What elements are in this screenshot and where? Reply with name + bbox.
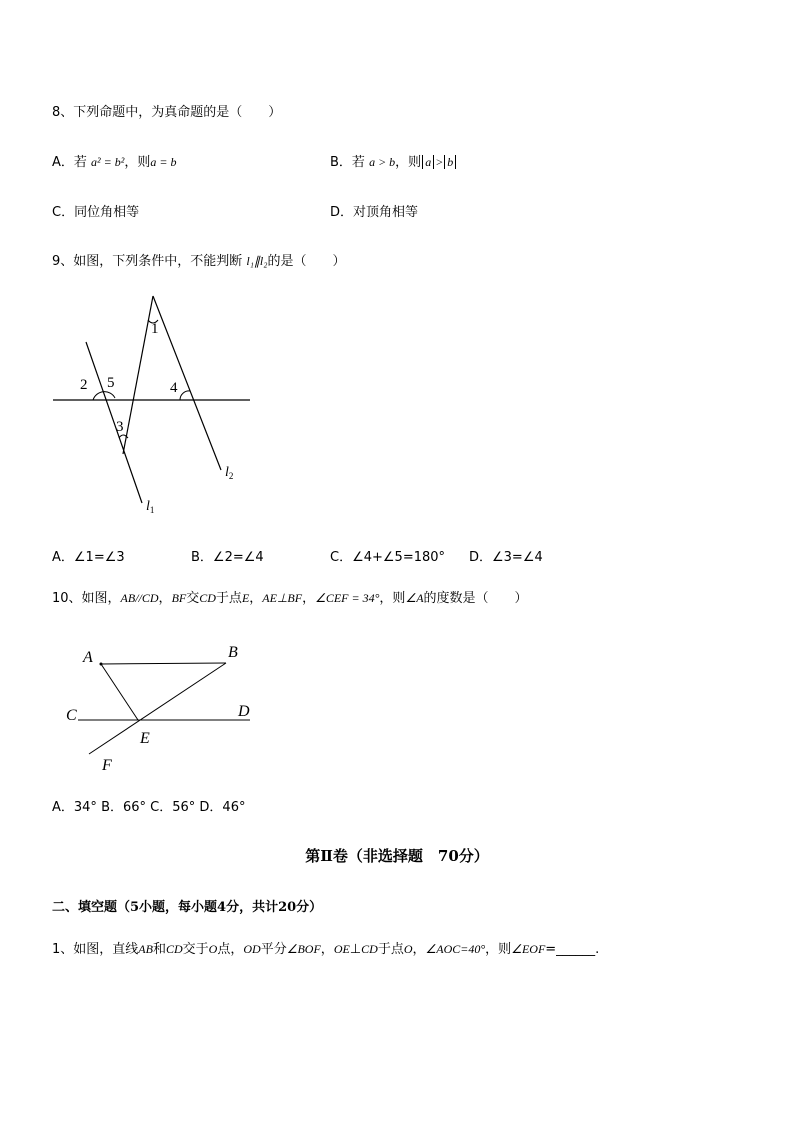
q10-e: E [241, 591, 250, 605]
q9-label-l1 [146, 499, 154, 515]
fill-q1-t10: ，则 [485, 942, 512, 957]
q10-figure [60, 640, 270, 780]
fill-q1-t9: ， [412, 942, 426, 957]
q8-option-b-abs-a: a [422, 155, 434, 169]
q10-angle-a: ∠A [405, 591, 424, 605]
fill-q1-t8: 于点 [377, 942, 404, 957]
fill-q1-t1: 1、如图，直线 [52, 942, 139, 957]
q10-stem-1: 10、如图， [52, 591, 121, 606]
fill-q1-t4: 点， [217, 942, 244, 957]
q8-option-b-abs-b: b [444, 155, 456, 169]
q9-label-l1-main: l [146, 499, 150, 514]
fill-q1-t2: 和 [152, 942, 166, 957]
q10-stem-2: ， [158, 591, 172, 606]
fill-q1-answer-blank[interactable]: =______. [545, 942, 600, 957]
fill-q1-cd2: CD [361, 942, 378, 956]
q9-figure [50, 290, 260, 520]
fill-q1-t5: 平分 [260, 942, 287, 957]
fill-q1-stem [52, 938, 599, 957]
fill-q1-od: OD [243, 942, 261, 956]
q9-label-angle4: 4 [170, 380, 178, 396]
fill-q1-o: O [208, 942, 218, 956]
q9-line-l2 [153, 296, 221, 470]
q9-label-angle3: 3 [116, 419, 124, 435]
q9-label-l2 [225, 465, 233, 481]
q8-option-a [52, 151, 176, 170]
q10-label-f: F [102, 757, 112, 774]
part2-title: 第Ⅱ卷（非选择题 70分） [305, 847, 489, 865]
q8-option-a-conclusion: a = b [150, 155, 177, 169]
q8-stem: 8、下列命题中，为真命题的是（ ） [52, 105, 282, 120]
fill-q1-ab: AB [138, 942, 153, 956]
q10-stem-4: 于点 [215, 591, 242, 606]
q10-label-a: A [83, 649, 93, 666]
fill-q1-oe: OE [333, 942, 350, 956]
q9-option-c: C．∠4+∠5=180° [330, 550, 446, 565]
q9-option-a: A．∠1=∠3 [52, 550, 125, 565]
q8-option-a-condition: a² = b² [91, 155, 125, 169]
q8-option-b-mid: ，则 [395, 155, 422, 170]
fill-q1-o2: O [403, 942, 413, 956]
q8-option-b-prefix: B．若 [330, 155, 365, 170]
fill-q1-aoc: ∠AOC=40° [425, 942, 486, 956]
q10-ab-parallel-cd: AB//CD [120, 591, 159, 605]
fill-q1-cd: CD [165, 942, 183, 956]
q10-line-ab [101, 663, 226, 664]
q10-stem-7: ，则 [379, 591, 406, 606]
q8-option-a-prefix: A．若 [52, 155, 87, 170]
q9-stem-post: 的是（ ） [267, 254, 346, 269]
q10-stem-8: 的度数是（ ） [423, 591, 528, 606]
q9-label-l1-sub: 1 [149, 505, 155, 515]
q10-point-a [100, 663, 103, 666]
q9-label-l2-sub: 2 [228, 471, 234, 481]
q9-stem-math: l₁∥l₂ [246, 254, 268, 268]
q10-label-d: D [238, 703, 250, 720]
q10-angle-cef: ∠CEF = 34° [315, 591, 380, 605]
q8-option-b-condition: a > b [369, 155, 396, 169]
q10-stem-5: ， [249, 591, 263, 606]
fill-q1-t3: 交于 [182, 942, 209, 957]
q9-peak-left-line [123, 296, 153, 454]
q9-label-angle1: 1 [151, 321, 159, 337]
q10-stem [52, 587, 528, 606]
q9-option-b: B．∠2=∠4 [191, 550, 264, 565]
q8-option-d: D．对顶角相等 [330, 205, 419, 220]
q9-option-d: D．∠3=∠4 [469, 550, 543, 565]
q9-angle-arc-4 [180, 391, 190, 400]
q10-options: A．34° B．66° C．56° D．46° [52, 800, 246, 815]
q10-label-c: C [66, 707, 77, 724]
q10-label-b: B [228, 644, 238, 661]
q9-label-angle2: 2 [80, 377, 88, 393]
q10-stem-6: ， [302, 591, 316, 606]
q9-stem-pre: 9、如图，下列条件中，不能判断 [52, 254, 243, 269]
q9-label-l2-main: l [225, 465, 229, 480]
q9-line-l1 [86, 342, 142, 503]
q8-option-b-gt: > [435, 155, 444, 169]
fill-q1-bof: ∠BOF [286, 942, 321, 956]
fill-q1-t6: ， [320, 942, 334, 957]
q10-label-e: E [140, 730, 150, 747]
q10-ae-perp-bf: AE⊥BF [262, 591, 303, 605]
q10-line-ae [101, 664, 138, 720]
part2-section-heading: 二、填空题（5小题，每小题4分，共计20分） [52, 900, 323, 915]
q10-stem-3: 交 [186, 591, 200, 606]
q8-option-c: C．同位角相等 [52, 205, 140, 220]
q9-stem [52, 250, 345, 269]
fill-q1-eof: ∠EOF [511, 942, 546, 956]
q8-option-a-mid: ，则 [124, 155, 151, 170]
q10-cd: CD [199, 591, 216, 605]
q8-option-b [330, 151, 457, 170]
q9-label-angle5: 5 [107, 375, 115, 391]
q10-bf: BF [171, 591, 187, 605]
fill-q1-t7: ⊥ [349, 942, 362, 957]
